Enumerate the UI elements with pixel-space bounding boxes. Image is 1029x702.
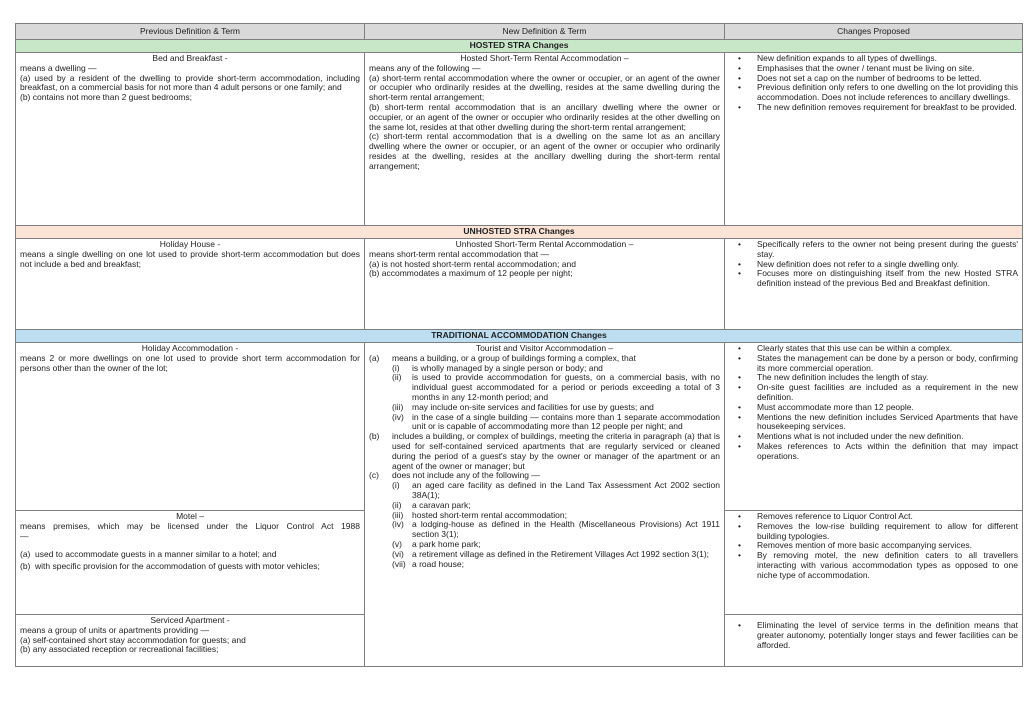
bullet-text: New definition does not refer to a single dwelling only. bbox=[757, 258, 960, 269]
list-subitem bbox=[392, 560, 720, 570]
bullet-marker: • bbox=[738, 620, 741, 630]
definition-paragraph: (a) short-term rental accommodation where the owner or occupier, or an agent of the owner or occupier who ordinarily resides at the dwelling, resides at the same dwelling during the short-term rental arrangement; bbox=[369, 72, 720, 103]
list-text: includes a building, or complex of buildings, meeting the criteria in paragraph (a) that is used for self-contained serviced apartments that are regularly serviced or cleaned during the period of a guest's stay by the owner or manager of the apartment or an agent of the owner or manager; but bbox=[392, 431, 720, 471]
prev-definition-motel bbox=[16, 511, 365, 615]
bullet-text: The new definition includes the length of stay. bbox=[757, 372, 929, 383]
bullet-item bbox=[738, 413, 1018, 433]
bullet-marker: • bbox=[738, 53, 741, 63]
term-title: Holiday Accommodation - bbox=[141, 343, 239, 353]
changes-holiday-accommodation bbox=[725, 343, 1023, 511]
list-marker: (ii) bbox=[392, 372, 402, 383]
bullet-text: The new definition removes requirement for breakfast to be provided. bbox=[757, 101, 1017, 112]
section-banner-hosted-stra: HOSTED STRA Changes bbox=[16, 40, 1023, 53]
row-hosted-stra bbox=[16, 53, 1023, 226]
bullet-item bbox=[738, 354, 1018, 374]
list-marker: (c) bbox=[369, 470, 379, 481]
bullet-text: Does not set a cap on the number of bedrooms to be letted. bbox=[757, 72, 982, 83]
bullet-marker: • bbox=[738, 62, 741, 73]
bullet-item bbox=[738, 442, 1018, 462]
list-text: does not include any of the following — bbox=[392, 470, 540, 481]
list-text: a retirement village as defined in the Retirement Villages Act 1992 section 3(1); bbox=[412, 548, 710, 559]
list-marker: (iii) bbox=[392, 401, 404, 412]
list-text: may include on-site services and facilities for use by guests; and bbox=[412, 401, 654, 412]
bullet-text: Mentions what is not included under the new definition. bbox=[757, 431, 964, 442]
definition-paragraph: (a) self-contained short stay accommodation for guests; and bbox=[20, 634, 246, 645]
definition-paragraph: means short-term rental accommodation that — bbox=[369, 248, 549, 259]
bullet-marker: • bbox=[738, 431, 741, 442]
list-marker: (a) bbox=[20, 549, 31, 560]
new-definition-tourist-and-visitor-accommodation bbox=[365, 343, 725, 667]
list-subitem bbox=[392, 413, 720, 433]
definition-paragraph: (b) any associated reception or recreational facilities; bbox=[20, 644, 219, 655]
bullet-text: Eliminating the level of service terms in the definition means that greater autonomy, potentially longer stays and fewer facilities can be afforded. bbox=[757, 620, 1018, 650]
bullet-text: Makes references to Acts within the definition that may impact operations. bbox=[757, 440, 1018, 461]
bullet-text: Removes reference to Liquor Control Act. bbox=[757, 511, 913, 521]
bullet-item bbox=[738, 83, 1018, 103]
definition-paragraph: (c) short-term rental accommodation that is a dwelling on the same lot as an ancillary dwelling where the owner or occupier, or an agent of the owner or occupier who ordinarily resides at the dwelling, resides at the ancillary dwelling during the short-term rental arrangement; bbox=[369, 131, 720, 171]
header-row bbox=[16, 24, 1023, 40]
list-text: with specific provision for the accommodation of guests with motor vehicles; bbox=[35, 561, 320, 572]
bullet-text: Focuses more on distinguishing itself from the new Hosted STRA definition instead of the previous Bed and Breakfast definition. bbox=[757, 268, 1018, 289]
prev-definition-holiday-accommodation bbox=[16, 343, 365, 511]
term-title: Bed and Breakfast - bbox=[152, 53, 228, 63]
bullet-text: Specifically refers to the owner not being present during the guests' stay. bbox=[757, 239, 1018, 259]
bullet-item bbox=[738, 383, 1018, 403]
col-header-changes: Changes Proposed bbox=[725, 24, 1023, 40]
list-text: in the case of a single building — contains more than 1 separate accommodation unit or is capable of accommodating more than 12 people per night; and bbox=[412, 411, 720, 432]
bullet-text: Emphasises that the owner / tenant must be living on site. bbox=[757, 62, 975, 73]
bullet-item bbox=[738, 621, 1018, 650]
list-marker: (iv) bbox=[392, 411, 404, 422]
list-item-b bbox=[369, 432, 720, 471]
bullet-marker: • bbox=[738, 382, 741, 393]
bullet-item bbox=[738, 103, 1018, 113]
term-title: Tourist and Visitor Accommodation – bbox=[475, 343, 614, 353]
list-text: is used to provide accommodation for guests, on a commercial basis, with no individual guest accommodated for a period or periods exceeding a total of 3 months in any 12-month period; and bbox=[412, 372, 720, 402]
section-banner-traditional: TRADITIONAL ACCOMMODATION Changes bbox=[16, 330, 1023, 343]
term-title: Holiday House - bbox=[159, 239, 221, 249]
bullet-text: Mentions the new definition includes Serviced Apartments that have housekeeping services. bbox=[757, 411, 1018, 432]
definition-paragraph: (b) contains not more than 2 guest bedrooms; bbox=[20, 92, 192, 103]
changes-serviced-apartment bbox=[725, 615, 1023, 667]
list-subitem bbox=[392, 520, 720, 540]
new-definition-hosted-stra bbox=[365, 53, 725, 226]
list-item-b bbox=[20, 562, 360, 572]
bullet-marker: • bbox=[738, 239, 741, 249]
list-subitem bbox=[392, 373, 720, 402]
bullet-marker: • bbox=[738, 440, 741, 451]
list-marker: (i) bbox=[392, 480, 400, 491]
bullet-text: New definition expands to all types of dwellings. bbox=[757, 53, 938, 63]
section-banner-unhosted-stra: UNHOSTED STRA Changes bbox=[16, 226, 1023, 239]
changes-motel bbox=[725, 511, 1023, 615]
list-marker: (iii) bbox=[392, 509, 404, 520]
bullet-text: Removes the low-rise building requirement to allow for different building typologies. bbox=[757, 520, 1018, 541]
definition-paragraph: means a dwelling — bbox=[20, 62, 97, 73]
definition-paragraph: means a single dwelling on one lot used to provide short-term accommodation but does not include a bed and breakfast; bbox=[20, 248, 360, 269]
dash-line: — bbox=[20, 530, 29, 541]
bullet-marker: • bbox=[738, 411, 741, 422]
bullet-marker: • bbox=[738, 520, 741, 531]
list-marker: (b) bbox=[20, 561, 31, 572]
bullet-marker: • bbox=[738, 372, 741, 383]
bullet-marker: • bbox=[738, 82, 741, 93]
list-text: a lodging-house as defined in the Health (Miscellaneous Provisions) Act 1911 section 3(1); bbox=[412, 519, 720, 540]
term-title: Unhosted Short-Term Rental Accommodation – bbox=[455, 239, 634, 249]
definition-paragraph: means 2 or more dwellings on one lot used to provide short term accommodation for persons other than the owner of the lot; bbox=[20, 352, 360, 373]
col-header-new: New Definition & Term bbox=[365, 24, 725, 40]
bullet-text: States the management can be done by a person or body, confirming its more commercial operation. bbox=[757, 352, 1018, 373]
list-marker: (b) bbox=[369, 431, 380, 442]
section-row-hosted-banner bbox=[16, 40, 1023, 53]
bullet-item bbox=[738, 551, 1018, 580]
bullet-item bbox=[738, 269, 1018, 289]
term-title: Serviced Apartment - bbox=[150, 615, 230, 625]
list-text: means a building, or a group of buildings forming a complex, that bbox=[392, 352, 636, 363]
list-marker: (i) bbox=[392, 362, 400, 373]
bullet-marker: • bbox=[738, 343, 741, 353]
changes-hosted-stra bbox=[725, 53, 1023, 226]
section-row-traditional-banner bbox=[16, 330, 1023, 343]
definition-paragraph: (a) used by a resident of the dwelling to provide short-term accommodation, including breakfast, on a commercial basis for not more than 4 adult persons or one family; and bbox=[20, 72, 360, 93]
list-item-a bbox=[20, 550, 360, 560]
new-definition-unhosted-stra bbox=[365, 239, 725, 330]
bullet-marker: • bbox=[738, 550, 741, 561]
definition-paragraph: (b) accommodates a maximum of 12 people per night; bbox=[369, 268, 573, 279]
bullet-text: On-site guest facilities are included as a requirement in the new definition. bbox=[757, 382, 1018, 402]
bullet-marker: • bbox=[738, 72, 741, 83]
list-marker: (iv) bbox=[392, 519, 404, 530]
list-text: a caravan park; bbox=[412, 499, 471, 510]
row-traditional-holiday-accommodation bbox=[16, 343, 1023, 511]
list-marker: (v) bbox=[392, 538, 402, 549]
prev-definition-holiday-house bbox=[16, 239, 365, 330]
changes-unhosted-stra bbox=[725, 239, 1023, 330]
bullet-item bbox=[738, 240, 1018, 260]
definitions-comparison-table bbox=[15, 23, 1023, 667]
list-text: a road house; bbox=[412, 558, 464, 569]
col-header-previous: Previous Definition & Term bbox=[16, 24, 365, 40]
term-title: Hosted Short-Term Rental Accommodation – bbox=[460, 53, 629, 63]
list-text: used to accommodate guests in a manner similar to a hotel; and bbox=[35, 549, 277, 560]
bullet-text: Previous definition only refers to one dwelling on the lot providing this accommodation. Does not include references to ancillary dwellings. bbox=[757, 82, 1018, 103]
prev-definition-serviced-apartment bbox=[16, 615, 365, 667]
bullet-marker: • bbox=[738, 401, 741, 412]
list-subitem bbox=[392, 481, 720, 501]
bullet-text: Clearly states that this use can be within a complex. bbox=[757, 343, 953, 353]
definition-paragraph: means a group of units or apartments providing — bbox=[20, 624, 209, 635]
definition-paragraph: means premises, which may be licensed under the Liquor Control Act 1988 bbox=[20, 520, 360, 531]
definition-paragraph: means any of the following — bbox=[369, 62, 481, 73]
list-text: hosted short-term rental accommodation; bbox=[412, 509, 567, 520]
bullet-text: Must accommodate more than 12 people. bbox=[757, 401, 914, 412]
list-text: is wholly managed by a single person or body; and bbox=[412, 362, 603, 373]
bullet-marker: • bbox=[738, 540, 741, 551]
bullet-marker: • bbox=[738, 258, 741, 269]
list-marker: (vi) bbox=[392, 548, 404, 559]
prev-definition-bed-and-breakfast bbox=[16, 53, 365, 226]
row-unhosted-stra bbox=[16, 239, 1023, 330]
bullet-text: Removes mention of more basic accompanying services. bbox=[757, 540, 972, 551]
list-text: a park home park; bbox=[412, 538, 481, 549]
definition-paragraph: (b) short-term rental accommodation that is an ancillary dwelling where the owner or occupier, or an agent of the owner or occupier who ordinarily resides at the other dwelling on the same lot, resides at that other dwelling during the short-term rental arrangement; bbox=[369, 101, 720, 132]
bullet-marker: • bbox=[738, 268, 741, 279]
list-marker: (a) bbox=[369, 352, 380, 363]
section-row-unhosted-banner bbox=[16, 226, 1023, 239]
definition-paragraph: (a) is not hosted short-term rental accommodation; and bbox=[369, 258, 576, 269]
list-text: an aged care facility as defined in the Land Tax Assessment Act 2002 section 38A(1); bbox=[412, 480, 720, 500]
bullet-text: By removing motel, the new definition caters to all travellers interacting with various accommodation types as opposed to one niche type of accommodation. bbox=[757, 550, 1018, 580]
bullet-marker: • bbox=[738, 352, 741, 363]
list-marker: (ii) bbox=[392, 499, 402, 510]
bullet-marker: • bbox=[738, 101, 741, 112]
bullet-item bbox=[738, 522, 1018, 542]
term-title: Motel – bbox=[176, 511, 204, 521]
bullet-marker: • bbox=[738, 511, 741, 521]
list-marker: (vii) bbox=[392, 558, 406, 569]
